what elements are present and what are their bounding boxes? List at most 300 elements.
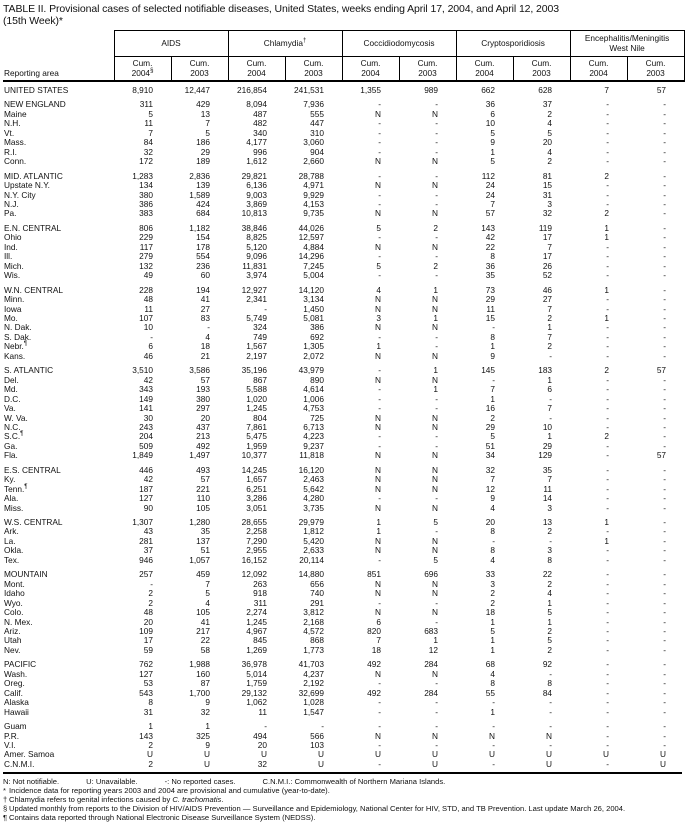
value-cell: 4,884 [303, 241, 325, 252]
value-cell: 284 [424, 687, 439, 698]
value-cell: N [432, 180, 439, 191]
value-cell: - [663, 222, 667, 233]
value-cell: N [375, 545, 382, 556]
value-cell: 740 [310, 588, 325, 599]
value-cell: 31 [542, 189, 553, 200]
value-cell: 1,307 [132, 517, 153, 528]
value-cell: 7 [205, 118, 210, 129]
value-cell: 57 [656, 85, 667, 95]
area-cell: Miss. [4, 502, 24, 513]
table-row-okla [3, 546, 684, 555]
value-cell: N [375, 156, 382, 167]
area-cell: Ga. [4, 440, 18, 451]
value-cell: - [435, 678, 439, 689]
value-cell: - [492, 721, 496, 732]
value-cell: 1 [433, 284, 439, 295]
table-row-n-dak [3, 323, 684, 332]
table-row-w-va [3, 414, 684, 423]
legend-item: C.N.M.I.: Commonwealth of Northern Mariana Islands. [262, 777, 446, 787]
table-row-united-states [3, 81, 684, 95]
value-cell: U [432, 749, 439, 760]
value-cell: 493 [196, 464, 210, 475]
value-cell: - [606, 597, 610, 608]
area-cell: Okla. [4, 545, 24, 556]
table-title-line1: TABLE II. Provisional cases of selected notifiable diseases, United States, weeks ending April 17, 2004, and April 12, 2003 [3, 3, 560, 15]
value-cell: - [663, 474, 667, 485]
value-cell: - [606, 331, 610, 342]
value-cell: 1,280 [189, 517, 210, 528]
value-cell: 32 [542, 208, 553, 219]
value-cell: 509 [139, 440, 153, 451]
value-cell: N [375, 474, 382, 485]
value-cell: 2 [547, 526, 553, 537]
value-cell: 41 [200, 294, 210, 305]
value-cell: - [606, 626, 610, 637]
value-cell: 4,572 [303, 626, 325, 637]
value-cell: - [663, 464, 667, 475]
value-cell: 749 [253, 331, 267, 342]
area-cell: Ark. [4, 526, 19, 537]
value-cell: 29,821 [241, 170, 267, 181]
value-cell: 15 [485, 312, 496, 323]
value-cell: 8 [148, 697, 153, 708]
value-cell: 1,269 [246, 644, 267, 655]
area-cell: E.S. CENTRAL [4, 464, 61, 475]
value-cell: - [663, 678, 667, 689]
value-cell: - [606, 635, 610, 646]
value-cell: 310 [310, 127, 325, 138]
value-cell: 38,846 [241, 222, 267, 233]
value-cell: 1,006 [303, 393, 325, 404]
value-cell: 1 [433, 312, 439, 323]
value-cell: 33 [485, 569, 496, 580]
value-cell: - [549, 535, 553, 546]
table-row-maine [3, 110, 684, 119]
value-cell: 2 [547, 312, 553, 323]
value-cell: 3,060 [303, 137, 325, 148]
value-cell: 36 [485, 99, 496, 110]
value-cell: - [606, 464, 610, 475]
value-cell: N [432, 607, 439, 618]
value-cell: - [663, 303, 667, 314]
value-cell: 9,096 [246, 251, 267, 262]
value-cell: - [606, 189, 610, 200]
value-cell: 1 [433, 365, 439, 376]
value-cell: 2,197 [246, 350, 267, 361]
area-cell: Ky. [4, 474, 16, 485]
cum-header-coccidiodomycosis-2004: Cum. 2004 [342, 57, 399, 82]
value-cell: 221 [196, 483, 210, 494]
value-cell: 1 [604, 232, 610, 243]
value-cell: - [378, 118, 382, 129]
cum-header-encephalitis-meningitis-west-nile-2003: Cum. 2003 [627, 57, 684, 82]
value-cell: U [660, 749, 667, 760]
value-cell: 57 [656, 450, 667, 461]
value-cell: N [432, 474, 439, 485]
value-cell: - [606, 322, 610, 333]
value-cell: 3,586 [189, 365, 210, 376]
value-cell: 43 [143, 526, 153, 537]
value-cell: N [432, 578, 439, 589]
value-cell: 22 [200, 635, 210, 646]
value-cell: 554 [196, 251, 210, 262]
value-cell: 343 [139, 384, 153, 395]
value-cell: - [606, 706, 610, 717]
value-cell: - [549, 412, 553, 423]
table-row-idaho [3, 589, 684, 598]
footnote-note: § Updated monthly from reports to the Division of HIV/AIDS Prevention — Surveillance and Epidemiology, National Center for HIV, STD, and TB Prevention. Last update March 26, 2004. [3, 804, 626, 814]
table-row-alaska [3, 698, 684, 707]
value-cell: - [606, 616, 610, 627]
area-cell: Mont. [4, 578, 25, 589]
value-cell: 32 [485, 464, 496, 475]
value-cell: 32 [143, 146, 153, 157]
value-cell: U [318, 758, 325, 769]
value-cell: 5,588 [246, 384, 267, 395]
table-row-colo [3, 608, 684, 617]
value-cell: N [432, 241, 439, 252]
value-cell: 890 [310, 374, 325, 385]
value-cell: 57 [200, 474, 210, 485]
value-cell: 4,753 [303, 403, 325, 414]
value-cell: 2 [148, 588, 153, 599]
value-cell: - [435, 393, 439, 404]
value-cell: 4,237 [303, 668, 325, 679]
value-cell: N [375, 294, 382, 305]
value-cell: N [432, 156, 439, 167]
table-row-n-c [3, 423, 684, 432]
value-cell: 5,475 [246, 431, 267, 442]
value-cell: 8 [490, 331, 496, 342]
value-cell: N [432, 450, 439, 461]
value-cell: 3,735 [303, 502, 325, 513]
value-cell: - [606, 118, 610, 129]
area-cell: Ala. [4, 493, 19, 504]
value-cell: N [375, 578, 382, 589]
value-cell: - [606, 740, 610, 750]
value-cell: 7,245 [303, 260, 325, 271]
value-cell: - [663, 108, 667, 119]
value-cell: N [432, 502, 439, 513]
value-cell: 57 [485, 208, 496, 219]
value-cell: 8 [490, 526, 496, 537]
value-cell: - [663, 270, 667, 281]
table-row-calif [3, 689, 684, 698]
value-cell: N [375, 502, 382, 513]
value-cell: 3 [547, 502, 553, 513]
footnote-note: ¶ Contains data reported through National Electronic Disease Surveillance System (NEDSS). [3, 813, 316, 822]
value-cell: 1,283 [132, 170, 153, 181]
value-cell: 5 [490, 431, 496, 442]
table-row-iowa [3, 305, 684, 314]
value-cell: 1,657 [246, 474, 267, 485]
value-cell: - [606, 393, 610, 404]
value-cell: 13 [542, 517, 553, 528]
value-cell: 34 [485, 450, 496, 461]
footnote-symbol: ¶ [3, 813, 8, 822]
value-cell: 141 [139, 403, 153, 414]
value-cell: - [663, 374, 667, 385]
value-cell: - [663, 294, 667, 305]
table-row-new-england [3, 95, 684, 109]
value-cell: 1 [148, 721, 153, 732]
value-cell: N [375, 421, 382, 432]
value-cell: N [432, 350, 439, 361]
column-group-chlamydia: Chlamydia† [228, 31, 342, 57]
area-cell: Idaho [4, 588, 25, 599]
value-cell: 24 [485, 180, 496, 191]
value-cell: 8 [490, 545, 496, 556]
value-cell: - [663, 597, 667, 608]
value-cell: - [264, 303, 267, 314]
table-row-n-h [3, 119, 684, 128]
value-cell: 110 [196, 493, 210, 504]
value-cell: N [375, 668, 382, 679]
value-cell: - [606, 403, 610, 414]
value-cell: - [663, 170, 667, 181]
value-cell: 6 [376, 616, 382, 627]
area-cell: P.R. [4, 730, 20, 741]
value-cell: 27 [542, 294, 553, 305]
value-cell: - [606, 697, 610, 708]
value-cell: - [663, 578, 667, 589]
value-cell: 2 [604, 208, 610, 219]
value-cell: 4,223 [303, 431, 325, 442]
area-cell: N. Dak. [4, 322, 32, 333]
value-cell: 4,967 [246, 626, 267, 637]
table-row-utah [3, 636, 684, 645]
value-cell: 424 [196, 198, 210, 209]
value-cell: 20,114 [299, 554, 325, 565]
value-cell: 1,589 [189, 189, 210, 200]
column-group-cryptosporidiosis: Cryptosporidiosis [456, 31, 570, 57]
area-cell: N. Mex. [4, 616, 33, 627]
area-cell: W.S. CENTRAL [4, 517, 63, 528]
value-cell: 1 [490, 341, 496, 352]
value-cell: - [435, 403, 439, 414]
value-cell: 492 [367, 659, 382, 670]
value-cell: - [549, 740, 553, 750]
value-cell: 5,081 [303, 312, 325, 323]
value-cell: 9,237 [303, 440, 325, 451]
value-cell: 3,510 [132, 365, 153, 376]
value-cell: 1,773 [303, 644, 325, 655]
value-cell: 16,120 [298, 464, 325, 475]
value-cell: 989 [424, 85, 439, 95]
value-cell: - [663, 668, 667, 679]
table-title-line2: (15th Week)* [3, 15, 63, 27]
value-cell: 662 [481, 85, 496, 95]
value-cell: 628 [538, 85, 553, 95]
area-cell: S. ATLANTIC [4, 365, 54, 376]
value-cell: - [549, 721, 553, 732]
value-cell: 37 [143, 545, 153, 556]
value-cell: 217 [196, 626, 210, 637]
value-cell: 2,072 [303, 350, 325, 361]
reporting-area-header: Reporting area [3, 31, 114, 82]
value-cell: - [606, 659, 610, 670]
value-cell: - [663, 241, 667, 252]
header-group-row [3, 31, 684, 57]
value-cell: - [606, 412, 610, 423]
value-cell: 17 [542, 251, 553, 262]
column-group-encephalitis-meningitis-west-nile: Encephalitis/Meningitis West Nile [570, 31, 684, 57]
value-cell: - [378, 232, 382, 243]
value-cell: 482 [253, 118, 267, 129]
value-cell: - [606, 502, 610, 513]
value-cell: - [663, 341, 667, 352]
value-cell: - [663, 99, 667, 110]
value-cell: - [435, 127, 439, 138]
value-cell: 213 [196, 431, 210, 442]
value-cell: 1 [490, 146, 496, 157]
value-cell: - [663, 616, 667, 627]
table-row-pacific [3, 655, 684, 669]
value-cell: 7 [547, 303, 553, 314]
value-cell: 555 [310, 108, 325, 119]
value-cell: N [489, 730, 496, 741]
value-cell: 29,132 [241, 687, 267, 698]
value-cell: - [663, 127, 667, 138]
column-group-aids: AIDS [114, 31, 228, 57]
value-cell: 44,026 [298, 222, 325, 233]
legend-line [3, 777, 682, 786]
value-cell: - [663, 156, 667, 167]
value-cell: 10,377 [241, 450, 267, 461]
value-cell: - [606, 474, 610, 485]
value-cell: U [489, 749, 496, 760]
value-cell: - [435, 341, 439, 352]
table-row-n-y-city [3, 191, 684, 200]
value-cell: 7 [547, 474, 553, 485]
table-row-ky [3, 475, 684, 484]
table-row-n-j [3, 200, 684, 209]
value-cell: 7,936 [303, 99, 325, 110]
value-cell: 12,927 [241, 284, 267, 295]
value-cell: 7 [604, 85, 610, 95]
area-cell: PACIFIC [4, 659, 37, 670]
value-cell: - [663, 440, 667, 451]
value-cell: 2,168 [303, 616, 325, 627]
value-cell: U [660, 758, 667, 769]
value-cell: 297 [196, 403, 210, 414]
value-cell: 17 [143, 635, 153, 646]
value-cell: 53 [143, 678, 153, 689]
table-row-hawaii [3, 708, 684, 717]
value-cell: 32 [200, 706, 210, 717]
area-cell: C.N.M.I. [4, 758, 35, 769]
table-row-e-n-central [3, 219, 684, 233]
value-cell: 14 [542, 493, 553, 504]
cum-header-aids-2004: Cum. 2004§ [114, 57, 171, 82]
value-cell: - [549, 668, 553, 679]
table-row-mo [3, 314, 684, 323]
value-cell: 236 [196, 260, 210, 271]
area-cell: Mo. [4, 312, 18, 323]
value-cell: 2 [604, 170, 610, 181]
value-cell: - [606, 554, 610, 565]
value-cell: - [378, 431, 382, 442]
value-cell: - [663, 350, 667, 361]
value-cell: 35 [485, 270, 496, 281]
value-cell: 9,735 [303, 208, 325, 219]
area-cell: UNITED STATES [4, 85, 69, 95]
value-cell: - [435, 198, 439, 209]
value-cell: 1 [205, 721, 210, 732]
value-cell: 2 [604, 431, 610, 442]
value-cell: 656 [310, 578, 325, 589]
table-row-tenn [3, 485, 684, 494]
value-cell: - [435, 232, 439, 243]
value-cell: 51 [200, 545, 210, 556]
area-cell: Nev. [4, 644, 21, 655]
value-cell: 1,450 [303, 303, 325, 314]
value-cell: 2 [547, 626, 553, 637]
value-cell: - [378, 270, 382, 281]
value-cell: 7 [490, 198, 496, 209]
value-cell: 14,880 [298, 569, 325, 580]
cum-header-coccidiodomycosis-2003: Cum. 2003 [399, 57, 456, 82]
value-cell: - [606, 440, 610, 451]
value-cell: - [606, 127, 610, 138]
value-cell: 186 [196, 137, 210, 148]
table-row-ohio [3, 233, 684, 242]
value-cell: 6 [148, 341, 153, 352]
value-cell: 1,245 [246, 403, 267, 414]
value-cell: 1 [604, 284, 610, 295]
value-cell: 5 [547, 635, 553, 646]
value-cell: - [663, 706, 667, 717]
value-cell: 2 [604, 365, 610, 376]
value-cell: N [432, 208, 439, 219]
value-cell: 5 [376, 260, 382, 271]
table-row-d-c [3, 395, 684, 404]
value-cell: 1,497 [189, 450, 210, 461]
value-cell: 14,296 [298, 251, 325, 262]
value-cell: 28,788 [298, 170, 325, 181]
table-row-v-i [3, 741, 684, 750]
area-cell: Ill. [4, 251, 13, 262]
value-cell: - [663, 137, 667, 148]
value-cell: 696 [424, 569, 439, 580]
area-cell: N.J. [4, 198, 19, 209]
value-cell: - [606, 180, 610, 191]
value-cell: 20 [485, 517, 496, 528]
value-cell: 20 [257, 740, 267, 750]
value-cell: N [375, 588, 382, 599]
value-cell: 5 [547, 127, 553, 138]
table-row-w-n-central [3, 281, 684, 295]
value-cell: 5 [433, 517, 439, 528]
value-cell: - [606, 607, 610, 618]
value-cell: 193 [196, 384, 210, 395]
value-cell: 2 [547, 156, 553, 167]
value-cell: 12,092 [241, 569, 267, 580]
value-cell: 109 [139, 626, 153, 637]
value-cell: 18 [200, 341, 210, 352]
table-bottom-rule [3, 772, 682, 774]
value-cell: - [492, 758, 496, 769]
value-cell: 57 [200, 374, 210, 385]
area-cell: Ohio [4, 232, 22, 243]
value-cell: - [663, 180, 667, 191]
value-cell: - [663, 384, 667, 395]
value-cell: - [606, 421, 610, 432]
value-cell: 9 [205, 697, 210, 708]
value-cell: 8,910 [132, 85, 153, 95]
value-cell: 1 [547, 322, 553, 333]
value-cell: 6,251 [246, 483, 267, 494]
